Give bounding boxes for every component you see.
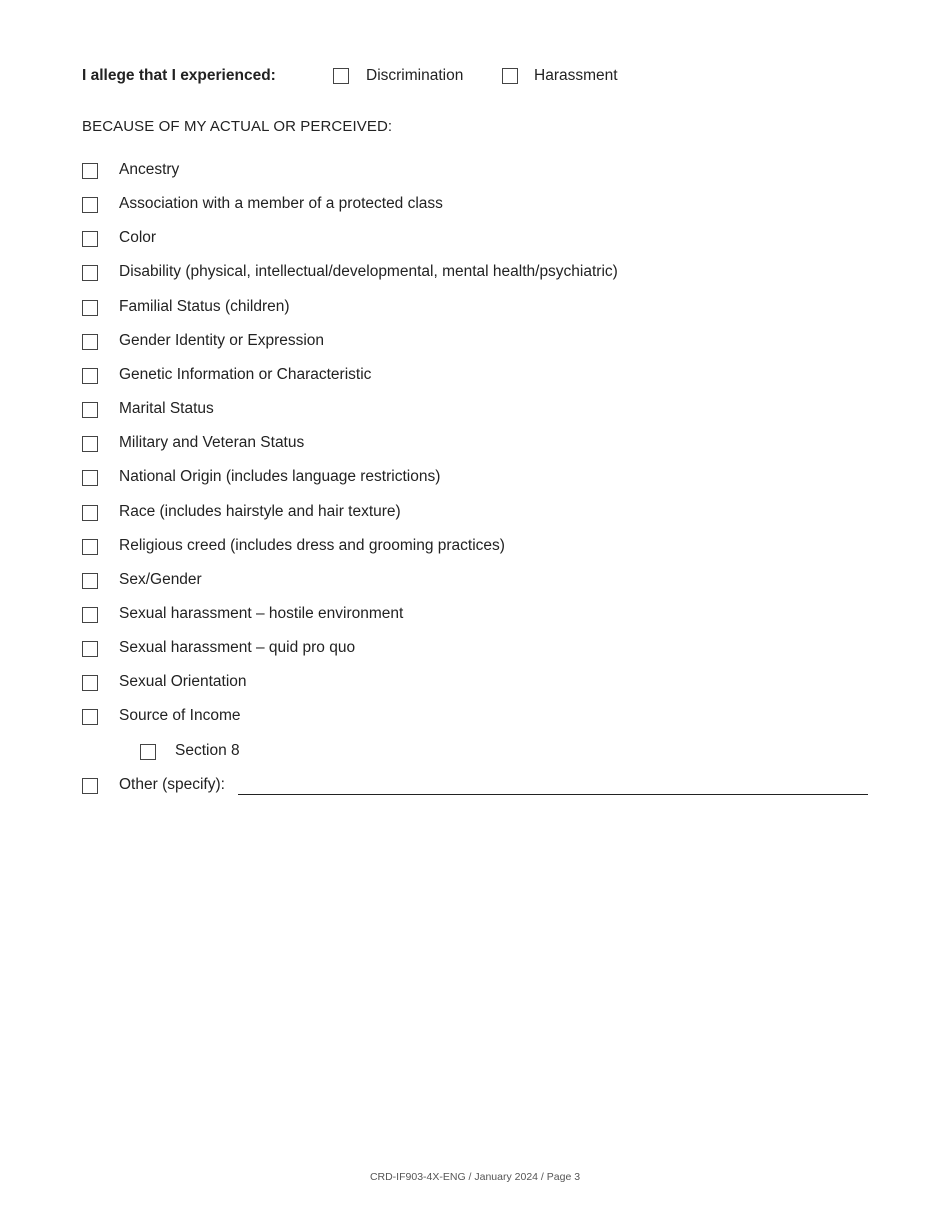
source-of-income-label: Source of Income: [119, 707, 241, 725]
ancestry-label: Ancestry: [119, 161, 180, 178]
sexual-harassment-hostile-environment-checkbox[interactable]: [82, 607, 98, 623]
disability-physical-intellectual-developmental-mental-health-psychiatric-checkbox[interactable]: [82, 265, 98, 281]
because-heading: BECAUSE OF MY ACTUAL OR PERCEIVED:: [82, 118, 393, 135]
genetic-information-or-characteristic-label: Genetic Information or Characteristic: [119, 365, 372, 383]
page-footer: CRD-IF903-4X-ENG / January 2024 / Page 3: [369, 1171, 581, 1183]
marital-status-checkbox[interactable]: [82, 402, 98, 418]
national-origin-includes-language-restrictions-label: National Origin (includes language restrictions): [119, 468, 441, 486]
race-includes-hairstyle-and-hair-texture-checkbox[interactable]: [82, 505, 98, 521]
other-specify-input[interactable]: [238, 794, 868, 795]
sex-gender-label: Sex/Gender: [119, 570, 202, 588]
sex-gender-checkbox[interactable]: [82, 573, 98, 589]
association-with-a-member-of-a-protected-class-label: Association with a member of a protected class: [119, 195, 443, 213]
other-specify-label: Other (specify):: [119, 775, 225, 793]
gender-identity-or-expression-checkbox[interactable]: [82, 334, 98, 350]
color-checkbox[interactable]: [82, 231, 98, 247]
section-8-label: Section 8: [175, 741, 240, 759]
gender-identity-or-expression-label: Gender Identity or Expression: [119, 331, 325, 349]
national-origin-includes-language-restrictions-checkbox[interactable]: [82, 470, 98, 486]
harassment-label: Harassment: [534, 67, 618, 84]
military-and-veteran-status-checkbox[interactable]: [82, 436, 98, 452]
sexual-orientation-label: Sexual Orientation: [119, 673, 247, 691]
familial-status-children-checkbox[interactable]: [82, 300, 98, 316]
race-includes-hairstyle-and-hair-texture-label: Race (includes hairstyle and hair texture): [119, 502, 401, 520]
allege-label: I allege that I experienced:: [82, 67, 276, 84]
section-8-checkbox[interactable]: [140, 744, 156, 760]
marital-status-label: Marital Status: [119, 400, 214, 418]
genetic-information-or-characteristic-checkbox[interactable]: [82, 368, 98, 384]
religious-creed-includes-dress-and-grooming-practices-label: Religious creed (includes dress and grooming practices): [119, 536, 505, 554]
familial-status-children-label: Familial Status (children): [119, 297, 290, 315]
military-and-veteran-status-label: Military and Veteran Status: [119, 434, 305, 452]
disability-physical-intellectual-developmental-mental-health-psychiatric-label: Disability (physical, intellectual/developmental, mental health/psychiatric): [119, 263, 618, 281]
sexual-orientation-checkbox[interactable]: [82, 675, 98, 691]
discrimination-checkbox[interactable]: [333, 68, 349, 84]
association-with-a-member-of-a-protected-class-checkbox[interactable]: [82, 197, 98, 213]
discrimination-label: Discrimination: [366, 67, 464, 84]
other-specify-checkbox[interactable]: [82, 778, 98, 794]
harassment-checkbox[interactable]: [502, 68, 518, 84]
sexual-harassment-quid-pro-quo-label: Sexual harassment – quid pro quo: [119, 639, 356, 657]
sexual-harassment-quid-pro-quo-checkbox[interactable]: [82, 641, 98, 657]
religious-creed-includes-dress-and-grooming-practices-checkbox[interactable]: [82, 539, 98, 555]
ancestry-checkbox[interactable]: [82, 163, 98, 179]
sexual-harassment-hostile-environment-label: Sexual harassment – hostile environment: [119, 604, 404, 622]
color-label: Color: [119, 229, 157, 247]
source-of-income-checkbox[interactable]: [82, 709, 98, 725]
